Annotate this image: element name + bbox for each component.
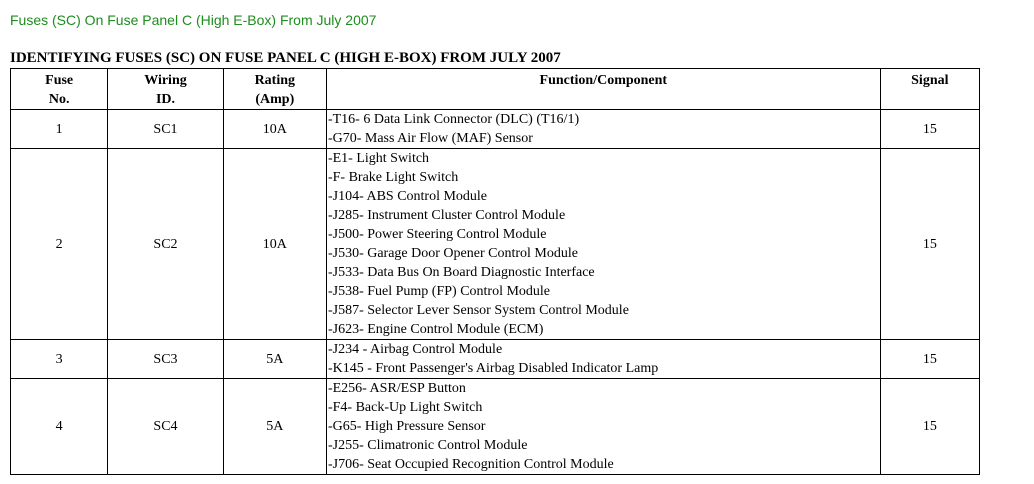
cell-rating: 10A — [223, 149, 326, 340]
cell-fuse-no: 2 — [11, 149, 108, 340]
cell-wiring-id: SC1 — [108, 110, 223, 149]
header-function — [326, 69, 880, 110]
cell-signal: 15 — [880, 149, 979, 340]
cell-signal: 15 — [880, 379, 979, 475]
header-signal-line: Signal — [911, 73, 949, 88]
cell-fuse-no: 4 — [11, 379, 108, 475]
table-row — [11, 340, 980, 379]
component-item: -J533- Data Bus On Board Diagnostic Interface — [327, 265, 595, 280]
header-function-line: Function/Component — [539, 73, 668, 88]
page-heading: Fuses (SC) On Fuse Panel C (High E-Box) From July 2007 — [10, 12, 377, 28]
cell-rating: 10A — [223, 110, 326, 149]
table-row — [11, 149, 980, 340]
table-row — [11, 379, 980, 475]
header-fuse-no-line: No. — [48, 92, 70, 107]
cell-wiring-id: SC3 — [108, 340, 223, 379]
cell-rating: 5A — [223, 340, 326, 379]
table-header-row — [11, 69, 980, 110]
cell-components — [326, 149, 880, 340]
component-item: -E1- Light Switch — [327, 151, 430, 166]
component-item: -F- Brake Light Switch — [327, 170, 459, 185]
component-item: -J255- Climatronic Control Module — [327, 438, 528, 453]
header-rating-line: Rating — [254, 73, 296, 88]
header-wiring-id-line: Wiring — [144, 73, 187, 88]
component-item: -J623- Engine Control Module (ECM) — [327, 322, 544, 337]
cell-fuse-no: 1 — [11, 110, 108, 149]
cell-wiring-id: SC4 — [108, 379, 223, 475]
cell-wiring-id: SC2 — [108, 149, 223, 340]
component-item: -J104- ABS Control Module — [327, 189, 488, 204]
header-rating-line: (Amp) — [255, 92, 295, 107]
header-rating — [223, 69, 326, 110]
component-item: -J234 - Airbag Control Module — [327, 342, 503, 357]
cell-components — [326, 110, 880, 149]
header-signal — [880, 69, 979, 110]
component-item: -E256- ASR/ESP Button — [327, 381, 466, 396]
component-item: -T16- 6 Data Link Connector (DLC) (T16/1) — [327, 112, 580, 127]
component-item: -G70- Mass Air Flow (MAF) Sensor — [327, 131, 533, 146]
cell-rating: 5A — [223, 379, 326, 475]
cell-fuse-no: 3 — [11, 340, 108, 379]
table-title: IDENTIFYING FUSES (SC) ON FUSE PANEL C (HIGH E-BOX) FROM JULY 2007 — [10, 50, 561, 66]
table-row — [11, 110, 980, 149]
cell-signal: 15 — [880, 110, 979, 149]
header-wiring-id — [108, 69, 223, 110]
cell-signal: 15 — [880, 340, 979, 379]
header-fuse-no — [11, 69, 108, 110]
fuse-table — [10, 68, 980, 475]
component-item: -J538- Fuel Pump (FP) Control Module — [327, 284, 551, 299]
component-item: -J285- Instrument Cluster Control Module — [327, 208, 566, 223]
component-item: -G65- High Pressure Sensor — [327, 419, 486, 434]
component-item: -J500- Power Steering Control Module — [327, 227, 547, 242]
component-item: -K145 - Front Passenger's Airbag Disabled Indicator Lamp — [327, 361, 659, 376]
component-item: -J587- Selector Lever Sensor System Control Module — [327, 303, 629, 318]
header-fuse-no-line: Fuse — [45, 73, 74, 88]
cell-components — [326, 379, 880, 475]
header-wiring-id-line: ID. — [155, 92, 175, 107]
cell-components — [326, 340, 880, 379]
component-item: -J530- Garage Door Opener Control Module — [327, 246, 578, 261]
component-item: -J706- Seat Occupied Recognition Control Module — [327, 457, 614, 472]
component-item: -F4- Back-Up Light Switch — [327, 400, 483, 415]
